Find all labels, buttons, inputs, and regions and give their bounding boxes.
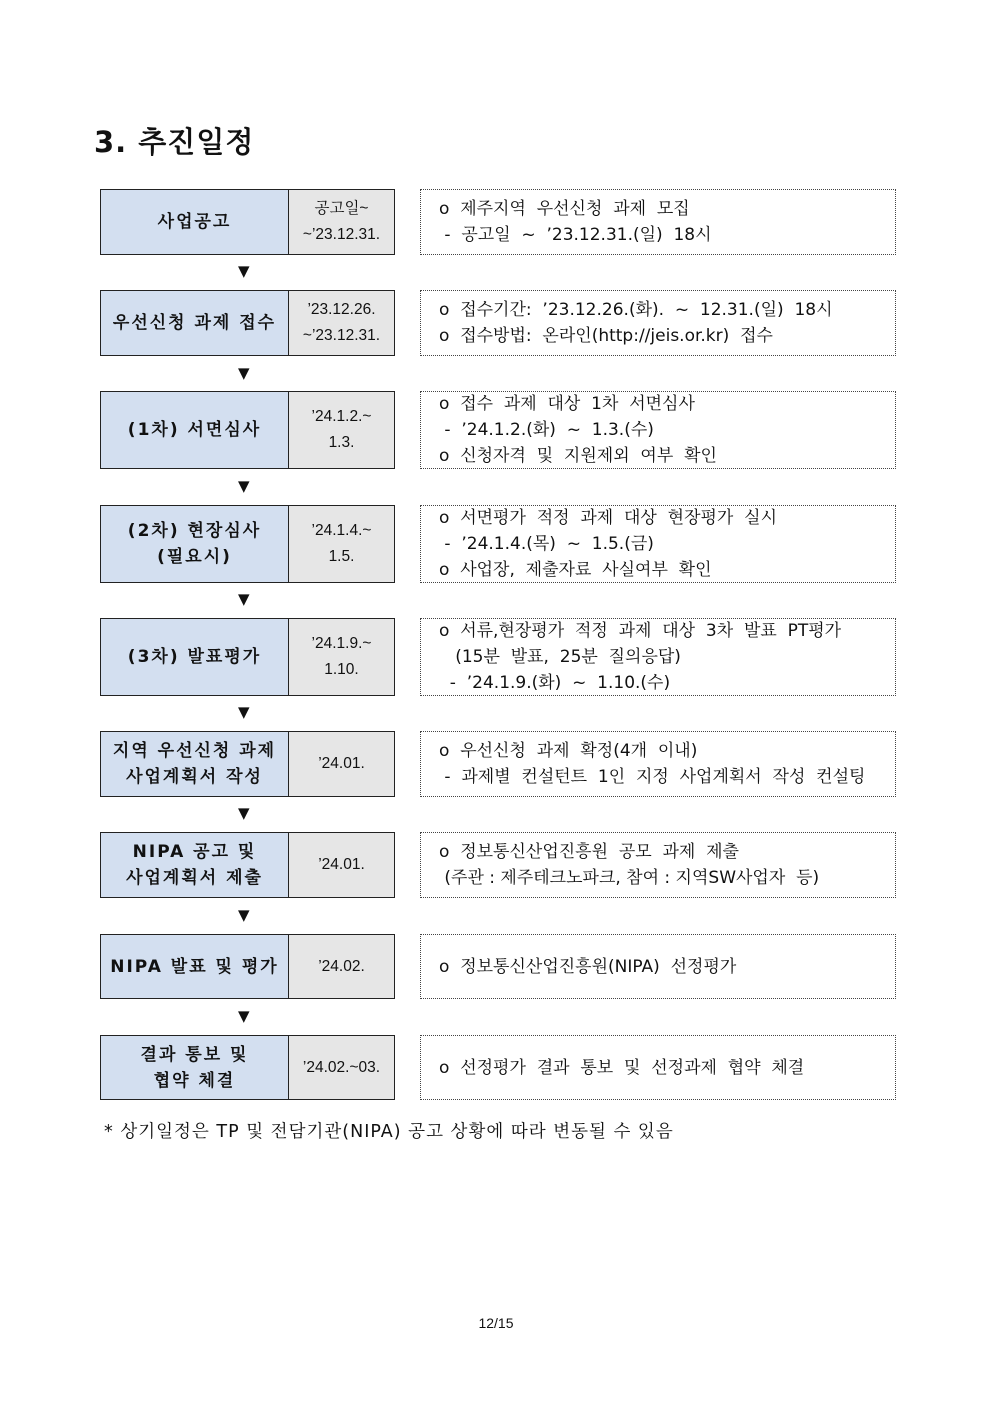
stage-description xyxy=(420,618,896,696)
stage-description xyxy=(420,934,896,999)
description-line: o 접수방법: 온라인(http://jeis.or.kr) 접수 xyxy=(439,326,773,346)
schedule-row xyxy=(100,391,896,469)
down-arrow-icon: ▼ xyxy=(238,590,250,608)
description-line: - ’24.1.2.(화) ~ 1.3.(수) xyxy=(439,420,654,440)
down-arrow-icon: ▼ xyxy=(238,804,250,822)
description-line: (15분 발표, 25분 질의응답) xyxy=(439,647,681,667)
description-line: o 서류,현장평가 적정 과제 대상 3차 발표 PT평가 xyxy=(439,621,842,641)
schedule-row xyxy=(100,1035,896,1100)
description-line: (주관 : 제주테크노파크, 참여 : 지역SW사업자 등) xyxy=(439,868,820,888)
description-line: o 접수기간: ’23.12.26.(화). ~ 12.31.(일) 18시 xyxy=(439,300,833,320)
stage-date: ’24.1.4.~ 1.5. xyxy=(289,505,395,583)
schedule-row xyxy=(100,618,896,696)
stage-date: 공고일~ ~’23.12.31. xyxy=(289,189,395,255)
stage-date: ’24.1.9.~ 1.10. xyxy=(289,618,395,696)
schedule-row xyxy=(100,934,896,999)
description-line: o 사업장, 제출자료 사실여부 확인 xyxy=(439,560,712,580)
down-arrow-icon: ▼ xyxy=(238,262,250,280)
stage-label: (1차) 서면심사 xyxy=(100,391,289,469)
down-arrow-icon: ▼ xyxy=(238,364,250,382)
stage-label: (3차) 발표평가 xyxy=(100,618,289,696)
stage-label: 우선신청 과제 접수 xyxy=(100,290,289,356)
stage-description xyxy=(420,290,896,356)
stage-label: NIPA 발표 및 평가 xyxy=(100,934,289,999)
stage-description xyxy=(420,189,896,255)
description-line: - 과제별 컨설턴트 1인 지정 사업계획서 작성 컨설팅 xyxy=(439,767,866,787)
description-line: - ’24.1.9.(화) ~ 1.10.(수) xyxy=(439,673,671,693)
down-arrow-icon: ▼ xyxy=(238,477,250,495)
schedule-row xyxy=(100,832,896,898)
description-line: - 공고일 ~ ’23.12.31.(일) 18시 xyxy=(439,225,712,245)
stage-date: ’24.1.2.~ 1.3. xyxy=(289,391,395,469)
stage-date: ’24.02.~03. xyxy=(289,1035,395,1100)
stage-date: ’24.01. xyxy=(289,731,395,797)
stage-date: ’23.12.26. ~’23.12.31. xyxy=(289,290,395,356)
stage-description xyxy=(420,832,896,898)
stage-label: (2차) 현장심사 (필요시) xyxy=(100,505,289,583)
down-arrow-icon: ▼ xyxy=(238,1007,250,1025)
description-line: - ’24.1.4.(목) ~ 1.5.(금) xyxy=(439,534,654,554)
stage-description xyxy=(420,391,896,469)
description-line: o 정보통신산업진흥원(NIPA) 선정평가 xyxy=(439,956,737,977)
description-line: o 제주지역 우선신청 과제 모집 xyxy=(439,199,690,219)
section-title: 3. 추진일정 xyxy=(94,125,255,159)
down-arrow-icon: ▼ xyxy=(238,703,250,721)
schedule-row xyxy=(100,189,896,255)
description-line: o 정보통신산업진흥원 공모 과제 제출 xyxy=(439,842,739,862)
stage-label: 결과 통보 및 협약 체결 xyxy=(100,1035,289,1100)
description-line: o 서면평가 적정 과제 대상 현장평가 실시 xyxy=(439,508,777,528)
schedule-note: * 상기일정은 TP 및 전담기관(NIPA) 공고 상황에 따라 변동될 수 있음 xyxy=(104,1122,674,1142)
schedule-row xyxy=(100,290,896,356)
stage-description xyxy=(420,505,896,583)
stage-label: 사업공고 xyxy=(100,189,289,255)
stage-description xyxy=(420,731,896,797)
description-line: o 접수 과제 대상 1차 서면심사 xyxy=(439,394,695,414)
stage-label: 지역 우선신청 과제 사업계획서 작성 xyxy=(100,731,289,797)
stage-label: NIPA 공고 및 사업계획서 제출 xyxy=(100,832,289,898)
schedule-row xyxy=(100,731,896,797)
down-arrow-icon: ▼ xyxy=(238,906,250,924)
page-number: 12/15 xyxy=(478,1315,514,1331)
stage-date: ’24.02. xyxy=(289,934,395,999)
stage-description xyxy=(420,1035,896,1100)
description-line: o 신청자격 및 지원제외 여부 확인 xyxy=(439,446,717,466)
description-line: o 선정평가 결과 통보 및 선정과제 협약 체결 xyxy=(439,1057,805,1078)
schedule-row xyxy=(100,505,896,583)
stage-date: ’24.01. xyxy=(289,832,395,898)
description-line: o 우선신청 과제 확정(4개 이내) xyxy=(439,741,698,761)
